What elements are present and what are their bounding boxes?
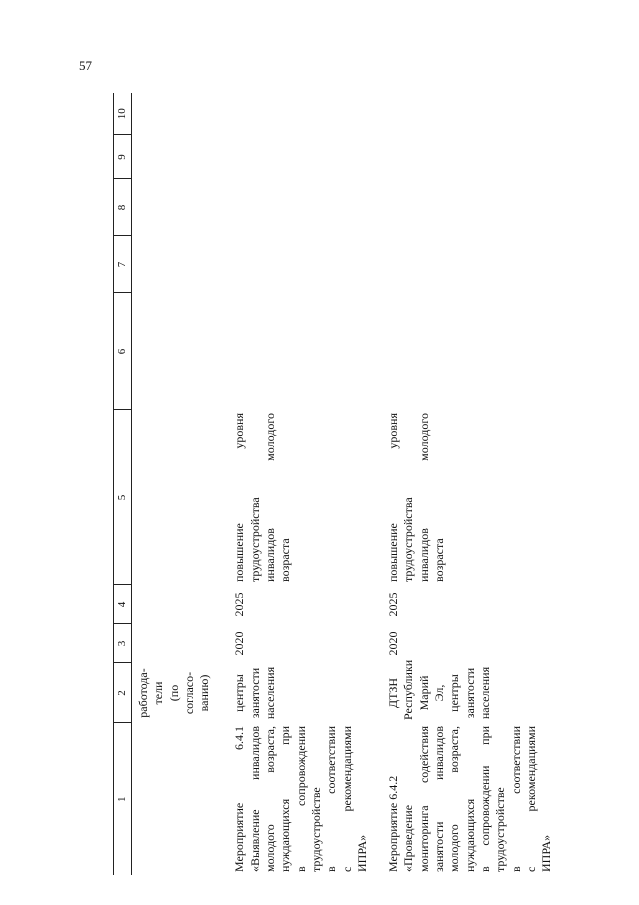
cell-9	[232, 135, 386, 179]
column-header-4: 4	[114, 585, 132, 624]
column-header-1: 1	[114, 723, 132, 875]
cell-start: 2020	[386, 631, 401, 656]
column-header-10: 10	[114, 93, 132, 135]
cell-result	[386, 410, 570, 585]
cell-7	[232, 236, 386, 293]
text-line: трудоустройства	[401, 497, 416, 582]
continuation-row	[132, 93, 233, 875]
cell-name	[132, 723, 233, 875]
table-row	[386, 93, 570, 875]
text-line: ванию)	[197, 674, 212, 712]
text-line: в сопровождении при	[477, 726, 492, 872]
text-line: нуждающихся	[462, 798, 477, 872]
cell-executor	[232, 663, 386, 723]
cell-6	[232, 293, 386, 410]
text-line: инвалидов молодого	[416, 413, 431, 582]
text-line: трудоустройства	[247, 497, 262, 582]
text-line: центры	[232, 674, 247, 712]
cell-executor	[132, 663, 233, 723]
text-line: Республики	[401, 659, 416, 720]
cell-8	[386, 179, 570, 236]
text-line: «Выявление инвалидов	[247, 726, 262, 872]
column-header-5: 5	[114, 410, 132, 585]
cell-8	[132, 179, 233, 236]
text-line: Мероприятие 6.4.2	[386, 775, 401, 872]
text-line: «Проведение	[401, 804, 416, 872]
text-line: в сопровождении	[293, 726, 308, 872]
cell-10	[132, 93, 233, 135]
cell-7	[386, 236, 570, 293]
cell-8	[232, 179, 386, 236]
text-line: трудоустройстве	[308, 787, 323, 872]
text-line: тели	[151, 681, 166, 705]
text-line: центры	[447, 674, 462, 712]
cell-9	[132, 135, 233, 179]
text-line: молодого возраста,	[447, 726, 462, 872]
text-line: ДТЗН	[386, 677, 401, 709]
cell-executor	[386, 659, 570, 723]
column-header-2: 2	[114, 663, 132, 723]
text-line: населения	[477, 666, 492, 720]
text-line: Марий Эл,	[416, 675, 447, 711]
text-line: занятости	[462, 667, 477, 719]
cell-7	[132, 236, 233, 293]
page-number: 57	[79, 58, 92, 73]
text-line: возраста	[278, 538, 293, 582]
text-line: мониторинга содействия	[416, 726, 431, 872]
text-line: занятости	[247, 667, 262, 719]
cell-end: 2025	[386, 592, 401, 617]
cell-10	[386, 93, 570, 135]
text-line: повышение уровня	[386, 413, 401, 582]
text-line: занятости инвалидов	[432, 726, 447, 872]
column-header-7: 7	[114, 236, 132, 293]
cell-name	[386, 723, 570, 875]
text-line: возраста	[432, 538, 447, 582]
column-header-8: 8	[114, 179, 132, 236]
header-row	[114, 93, 132, 875]
text-line: повышение уровня	[232, 413, 247, 582]
cell-end: 2025	[232, 592, 247, 617]
cell-6	[386, 293, 570, 410]
text-line: в соответствии	[508, 726, 523, 872]
text-line: в соответствии	[324, 726, 339, 872]
text-line: нуждающихся при	[278, 726, 293, 872]
text-line: с рекомендациями	[339, 726, 354, 872]
text-line: трудоустройстве	[493, 787, 508, 872]
column-header-6: 6	[114, 293, 132, 410]
cell-6	[132, 293, 233, 410]
cell-end	[132, 585, 233, 624]
column-header-3: 3	[114, 624, 132, 663]
cell-result	[132, 410, 233, 585]
cell-start: 2020	[232, 631, 247, 656]
text-line: (по согласо-	[166, 671, 196, 715]
cell-result	[232, 410, 386, 585]
cell-9	[386, 135, 570, 179]
text-line: ИПРА»	[354, 834, 369, 872]
text-line: Мероприятие 6.4.1	[232, 726, 247, 872]
text-line: работода-	[136, 668, 150, 718]
table-row	[232, 93, 386, 875]
text-line: ИПРА»	[539, 834, 554, 872]
text-line: молодого возраста,	[263, 726, 278, 872]
column-header-9: 9	[114, 135, 132, 179]
text-line: инвалидов молодого	[263, 413, 278, 582]
text-line: населения	[263, 666, 278, 720]
cell-10	[232, 93, 386, 135]
cell-name	[232, 723, 386, 875]
text-line: с рекомендациями	[523, 726, 538, 872]
measures-table	[113, 93, 570, 875]
cell-start	[132, 624, 233, 663]
rotated-table-container	[113, 93, 618, 875]
